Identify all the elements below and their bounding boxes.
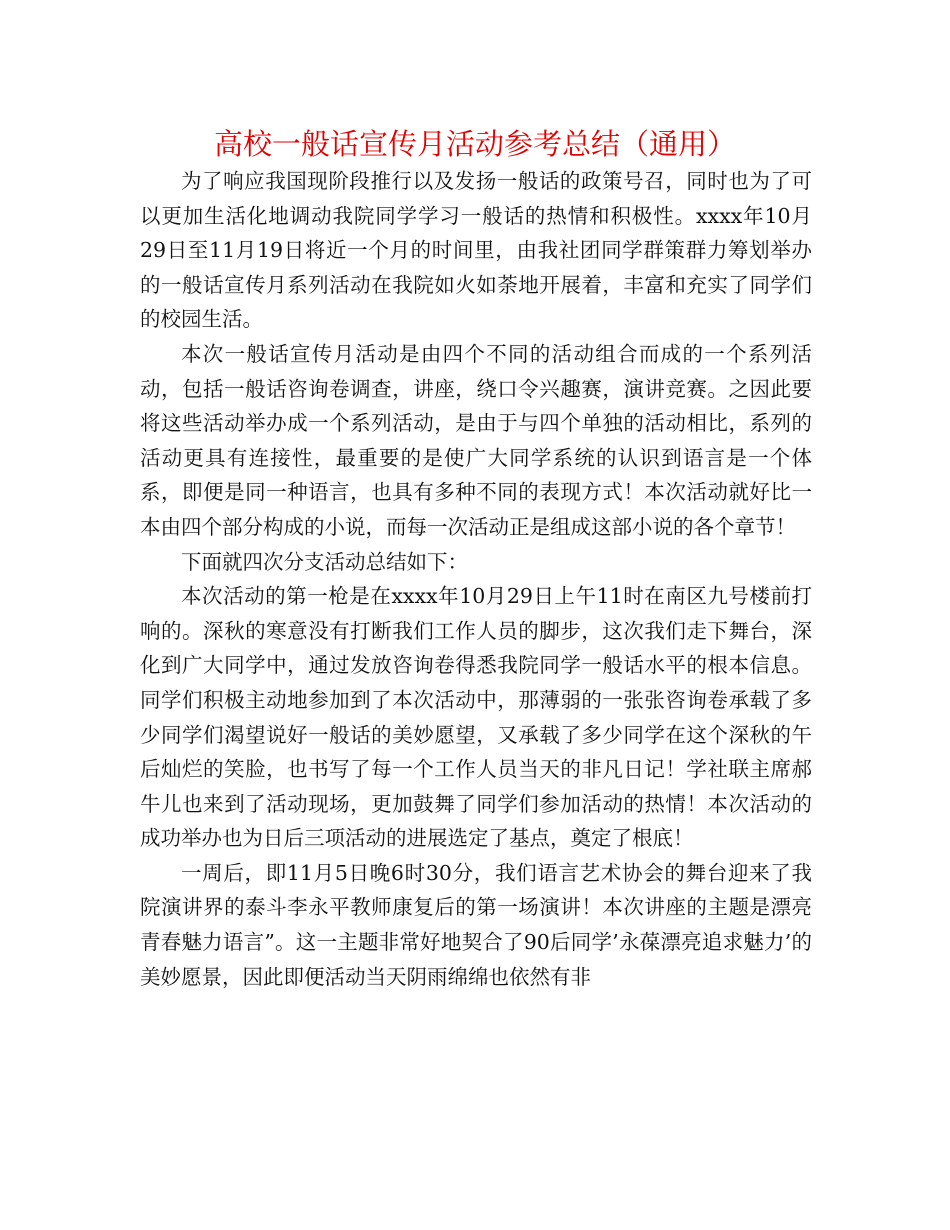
paragraph-2: 本次一般话宣传月活动是由四个不同的活动组合而成的一个系列活动，包括一般话咨询卷调查，讲座，绕口令兴趣赛，演讲竞赛。之因此要将这些活动举办成一个系列活动，是由于与四个单独的活动相比，系列的活动更具有连接性，最重要的是使广大同学系统的认识到语言是一个体系，即便是同一种语言，也具有多种不同的表现方式！本次活动就好比一本由四个部分构成的小说，而每一次活动正是组成这部小说的各个章节！ (140, 341, 812, 539)
paragraph-3: 下面就四次分支活动总结如下： (181, 549, 468, 574)
paragraph-5: 一周后，即11月5日晚6时30分，我们语言艺术协会的舞台迎来了我院演讲界的泰斗李永平教师康复后的第一场演讲！本次讲座的主题是漂亮青春魅力语言”。这一主题非常好地契合了90后同学’永葆漂亮追求魅力’的美妙愿景，因此即便活动当天阴雨绵绵也依然有非 (140, 860, 812, 989)
document-title: 高校一般话宣传月活动参考总结（通用） (213, 127, 736, 161)
paragraph-1: 为了响应我国现阶段推行以及发扬一般话的政策号召，同时也为了可以更加生活化地调动我院同学学习一般话的热情和积极性。xxxx年10月29日至11月19日将近一个月的时间里，由我社团同学群策群力筹划举办的一般话宣传月系列活动在我院如火如荼地开展着，丰富和充实了同学们的校园生活。 (140, 169, 812, 332)
document-body (140, 164, 812, 994)
paragraph-4: 本次活动的第一枪是在xxxx年10月29日上午11时在南区九号楼前打响的。深秋的寒意没有打断我们工作人员的脚步，这次我们走下舞台，深化到广大同学中，通过发放咨询卷得悉我院同学一般话水平的根本信息。同学们积极主动地参加到了本次活动中，那薄弱的一张张咨询卷承载了多少同学们渴望说好一般话的美妙愿望，又承载了多少同学在这个深秋的午后灿烂的笑脸，也书写了每一个工作人员当天的非凡日记！学社联主席郝牛儿也来到了活动现场，更加鼓舞了同学们参加活动的热情！本次活动的成功举办也为日后三项活动的进展选定了基点，奠定了根底！ (140, 584, 812, 851)
